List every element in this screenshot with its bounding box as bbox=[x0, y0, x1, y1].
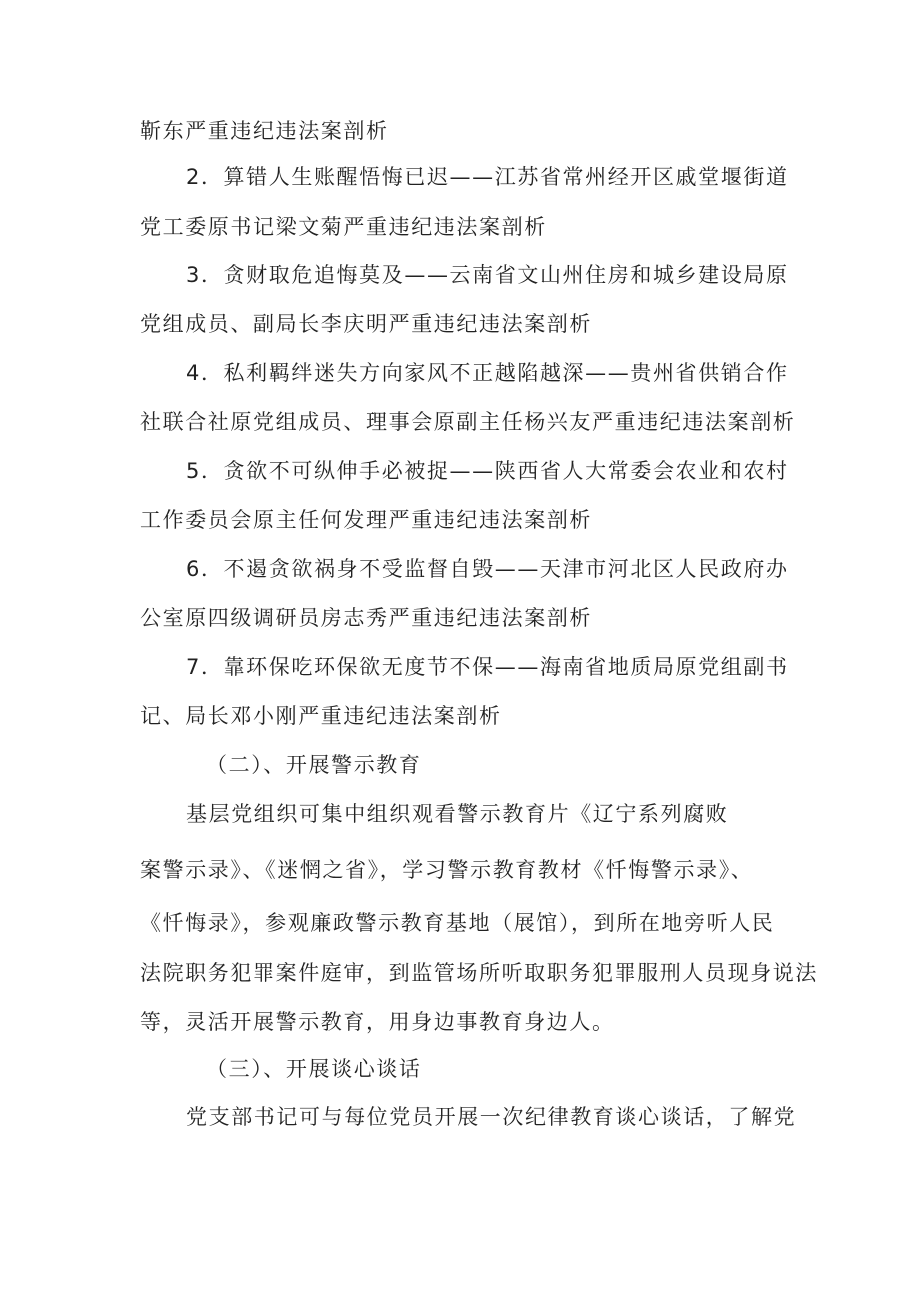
text-line: 党组成员、副局长李庆明严重违纪违法案剖析 bbox=[140, 312, 592, 336]
text-line: 工作委员会原主任何发理严重违纪违法案剖析 bbox=[140, 508, 592, 532]
text-line: 法院职务犯罪案件庭审，到监管场所听取职务犯罪服刑人员现身说法 bbox=[140, 961, 818, 985]
section-heading: （三）、开展谈心谈话 bbox=[206, 1057, 422, 1081]
text-line: 公室原四级调研员房志秀严重违纪违法案剖析 bbox=[140, 606, 592, 630]
list-item-line: 6．不遏贪欲祸身不受监督自毁——天津市河北区人民政府办 bbox=[186, 557, 789, 581]
list-item-line: 4．私利羁绊迷失方向家风不正越陷越深——贵州省供销合作 bbox=[186, 361, 789, 385]
paragraph-first-line: 党支部书记可与每位党员开展一次纪律教育谈心谈话，了解党 bbox=[186, 1105, 797, 1129]
list-item-line: 2．算错人生账醒悟悔已迟——江苏省常州经开区戚堂堰街道 bbox=[186, 165, 789, 189]
text-line: 社联合社原党组成员、理事会原副主任杨兴友严重违纪违法案剖析 bbox=[140, 410, 796, 434]
text-line: 党工委原书记梁文菊严重违纪违法案剖析 bbox=[140, 215, 547, 239]
section-heading: （二）、开展警示教育 bbox=[206, 753, 422, 777]
paragraph-first-line: 基层党组织可集中组织观看警示教育片《辽宁系列腐败 bbox=[186, 802, 729, 826]
text-line: 等，灵活开展警示教育，用身边事教育身边人。 bbox=[140, 1010, 615, 1034]
list-item-line: 5．贪欲不可纵伸手必被捉——陕西省人大常委会农业和农村 bbox=[186, 459, 789, 483]
text-line: 《忏悔录》，参观廉政警示教育基地（展馆），到所在地旁听人民 bbox=[140, 911, 775, 935]
text-line: 靳东严重违纪违法案剖析 bbox=[140, 119, 389, 143]
list-item-line: 3．贪财取危追悔莫及——云南省文山州住房和城乡建设局原 bbox=[186, 263, 789, 287]
list-item-line: 7．靠环保吃环保欲无度节不保——海南省地质局原党组副书 bbox=[186, 655, 789, 679]
text-line: 案警示录》、《迷惘之省》，学习警示教育教材《忏悔警示录》、 bbox=[140, 858, 754, 882]
text-line: 记、局长邓小刚严重违纪违法案剖析 bbox=[140, 704, 502, 728]
